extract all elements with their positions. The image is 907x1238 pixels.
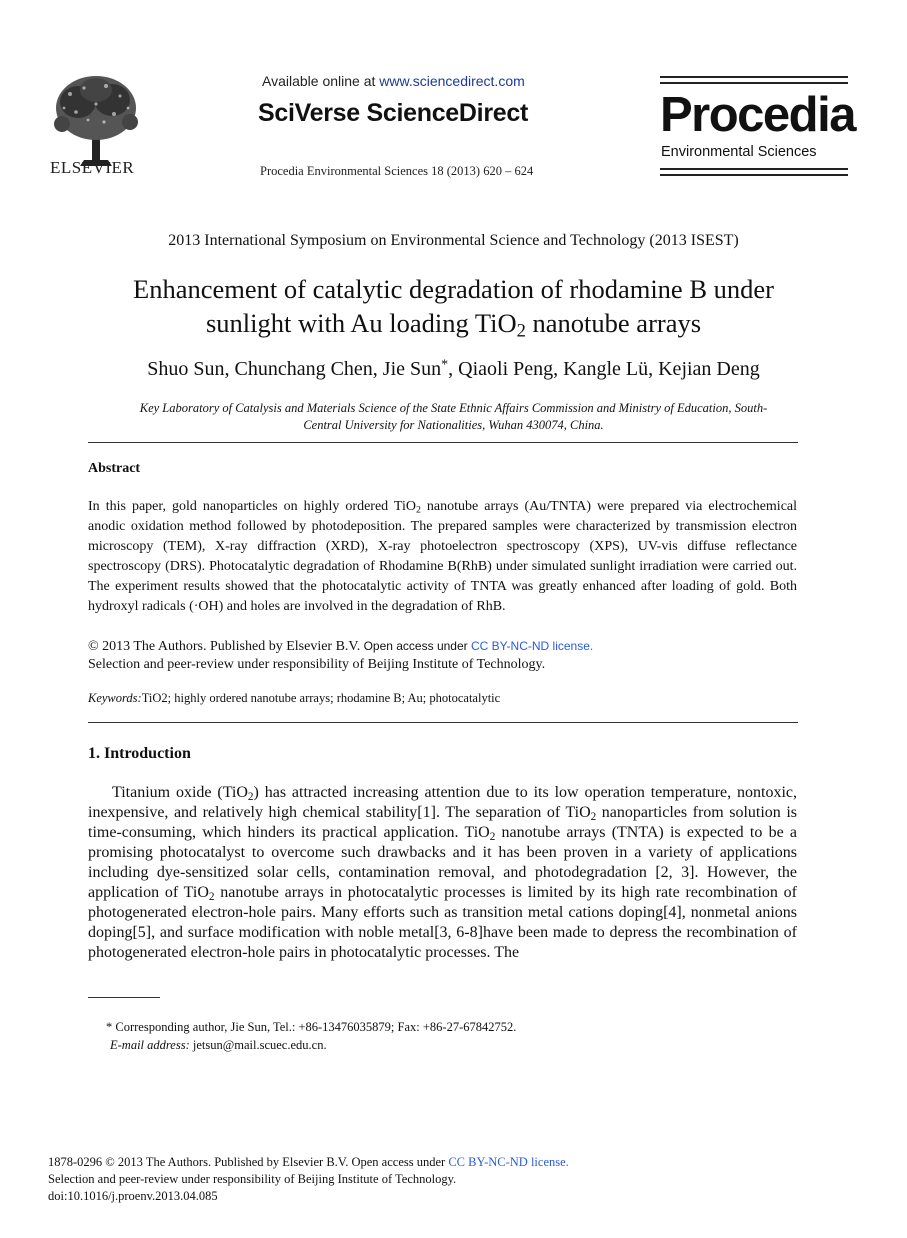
journal-logo-title: Procedia	[660, 88, 855, 142]
affiliation-line-1: Key Laboratory of Catalysis and Materials Science of the State Ethnic Affairs Commission and Ministry of Education, South-	[139, 401, 768, 415]
section-heading: 1. Introduction	[88, 745, 191, 762]
footer-text: 1878-0296 © 2013 The Authors. Published by Elsevier B.V. Open access under	[48, 1155, 449, 1169]
logo-rule	[660, 174, 848, 176]
peer-review-note: Selection and peer-review under responsibility of Beijing Institute of Technology.	[88, 657, 546, 672]
introduction-paragraph	[88, 783, 797, 963]
logo-rule	[660, 76, 848, 78]
copyright-block	[88, 637, 593, 674]
footer-peer-review: Selection and peer-review under responsibility of Beijing Institute of Technology.	[48, 1172, 457, 1186]
corresponding-author-note	[106, 1020, 516, 1035]
sciencedirect-link[interactable]: www.sciencedirect.com	[379, 73, 525, 89]
intro-subscript: 2	[489, 830, 496, 843]
affiliation-line-2: Central University for Nationalities, Wuhan 430074, China.	[303, 418, 604, 432]
divider	[88, 722, 798, 723]
title-line-2	[60, 306, 847, 340]
intro-text: nanoparticles from solution is time-consuming, which hinders its practical application. TiO	[88, 804, 798, 841]
available-online-prefix: Available online at	[262, 73, 380, 89]
journal-reference: Procedia Environmental Sciences 18 (2013) 620 – 624	[260, 164, 534, 178]
footnote-mark: *	[106, 1020, 113, 1034]
intro-subscript: 2	[590, 810, 597, 823]
abstract-subscript: 2	[416, 504, 421, 516]
footnote-rule	[88, 997, 160, 998]
footer-copyright	[48, 1155, 569, 1170]
title-subscript: 2	[516, 320, 526, 342]
footnote-text: Corresponding author, Jie Sun, Tel.: +86-13476035879; Fax: +86-27-67842752.	[112, 1020, 517, 1034]
authors-text: Shuo Sun, Chunchang Chen, Jie Sun	[147, 358, 442, 380]
email-note	[110, 1038, 327, 1053]
copyright-text: © 2013 The Authors. Published by Elsevier B.V.	[88, 639, 361, 654]
intro-text: nanotube arrays in photocatalytic processes is limited by its high rate recombination of photogenerated electron-hole pairs. Many efforts such as transition metal cations doping[4], nonmetal anions doping[5], and surface modification with noble metal[3, 6-8]have been made to depress the recombination of photogenerated electron-hole pairs in photocatalytic processes. The	[88, 884, 797, 961]
authors-text: , Qiaoli Peng, Kangle Lü, Kejian Deng	[448, 358, 760, 380]
logo-rule	[660, 168, 848, 170]
keywords	[88, 691, 500, 706]
keywords-label: Keywords:	[88, 691, 142, 705]
conference-name: 2013 International Symposium on Environmental Science and Technology (2013 ISEST)	[168, 232, 739, 249]
intro-text: ) has attracted increasing attention due to its low operation temperature, nontoxic, inexpensive, and relatively high chemical stability[1]. The separation of TiO	[88, 784, 797, 821]
title-line-1: Enhancement of catalytic degradation of rhodamine B under	[133, 274, 774, 304]
journal-logo-subtitle: Environmental Sciences	[661, 144, 817, 160]
corresponding-mark: *	[441, 357, 449, 373]
abstract-body	[88, 497, 797, 617]
license-link[interactable]: CC BY-NC-ND license.	[470, 639, 594, 653]
copyright-line	[88, 637, 593, 656]
email-label: E-mail address:	[110, 1038, 190, 1052]
email-address: jetsun@mail.scuec.edu.cn.	[189, 1038, 327, 1052]
journal-logo	[660, 76, 855, 176]
affiliation	[96, 400, 811, 434]
footer-license-link[interactable]: CC BY-NC-ND license.	[448, 1155, 569, 1169]
available-online	[262, 73, 525, 89]
title-text: nanotube arrays	[525, 308, 702, 338]
keywords-list: TiO2; highly ordered nanotube arrays; rhodamine B; Au; photocatalytic	[141, 691, 501, 705]
doi: doi:10.1016/j.proenv.2013.04.085	[48, 1189, 218, 1203]
logo-rule	[660, 82, 848, 84]
abstract-text: nanotube arrays (Au/TNTA) were prepared via electrochemical anodic oxidation method followed by photodeposition. The prepared samples were characterized by transmission electron microscopy (TEM), X-ray diffraction (XRD), X-ray photoelectron spectroscopy (XPS), UV-vis diffuse reflectance spectroscopy (DRS). Photocatalytic degradation of Rhodamine B(RhB) under simulated sunlight irradiation were carried out. The experiment results showed that the photocatalytic activity of TNTA was greatly enhanced after loading of gold. Both hydroxyl radicals (·OH) and holes are involved in the degradation of RhB.	[88, 499, 798, 614]
intro-subscript: 2	[247, 790, 254, 803]
intro-text: Titanium oxide (TiO	[112, 784, 248, 801]
intro-subscript: 2	[208, 890, 215, 903]
abstract-text: In this paper, gold nanoparticles on highly ordered TiO	[88, 499, 416, 514]
open-access-text: Open access under	[360, 639, 471, 653]
intro-text: nanotube arrays (TNTA) is expected to be a promising photocatalyst to overcome such drawbacks and it has been proven in a variety of applications including dye-sensitized solar cells, contamination removal, and photodegradation [2, 3]. However, the application of TiO	[88, 824, 797, 901]
abstract-heading: Abstract	[88, 461, 141, 476]
publisher-name: ELSEVIER	[50, 158, 135, 177]
platform-name: SciVerse ScienceDirect	[258, 99, 528, 127]
paper-title	[60, 272, 847, 340]
author-list	[0, 358, 907, 381]
title-text: sunlight with Au loading TiO	[205, 308, 517, 338]
divider	[88, 442, 798, 443]
